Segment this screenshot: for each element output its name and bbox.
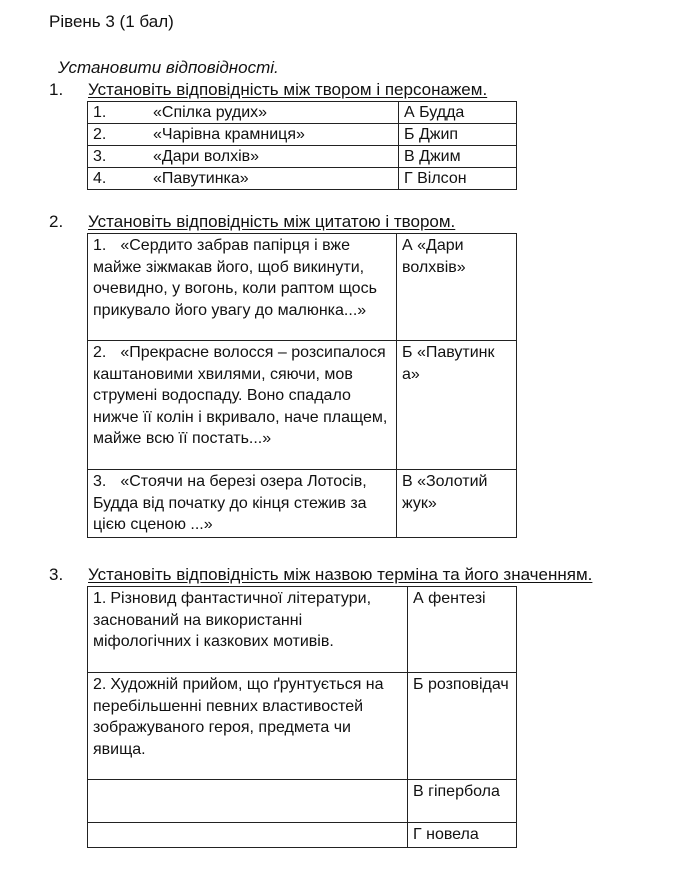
q1-left-cell [88,102,399,124]
item-text: «Павутинка» [153,170,249,187]
q2-right-cell: В «Золотий жук» [397,470,517,538]
q1-table [87,101,517,190]
q3-right-cell: А фентезі [408,587,517,673]
q3-right-cell: Б розповідач [408,673,517,780]
table-row [88,673,517,780]
table-row [88,234,517,341]
q2-right-cell: А «Дари волхвів» [397,234,517,341]
table-row [88,823,517,848]
q3-text: Установіть відповідність між назвою терміна та його значенням. [88,565,593,584]
q1-number: 1. [49,80,64,99]
table-row [88,341,517,470]
q3-right-cell: В гіпербола [408,780,517,823]
q3-left-cell [88,780,408,823]
item-number: 3. [93,473,107,490]
item-text: «Прекрасне волосся – розсипалося каштановими хвилями, сяючи, мов струмені водоспаду. Воно спадало нижче її колін і вкривало, наче плащем, майже всю її постать...» [93,344,388,447]
item-text: «Чарівна крамниця» [153,126,305,143]
item-number: 3. [93,148,107,165]
q1-left-cell [88,124,399,146]
level-title: Рівень 3 (1 бал) [49,12,174,31]
item-number: 1. [93,104,107,121]
item-text: «Сердито забрав папірця і вже майже зіжмакав його, щоб викинути, очевидно, у вогонь, коли раптом щось прикувало його увагу до малюнка...» [93,237,377,319]
item-number: 1. [93,237,107,254]
q3-left-cell [88,823,408,848]
item-number: 1. [93,590,107,607]
table-row [88,470,517,538]
item-number: 4. [93,170,107,187]
item-text: «Стоячи на березі озера Лотосів, Будда від початку до кінця стежив за цією сценою ...» [93,473,367,533]
q1-text: Установіть відповідність між твором і персонажем. [88,80,488,99]
table-row [88,102,517,124]
q3-right-cell: Г новела [408,823,517,848]
q2-text: Установіть відповідність між цитатою і твором. [88,212,456,231]
q3-table [87,586,517,848]
q2-left-cell [88,341,397,470]
q3-left-cell [88,587,408,673]
item-number: 2. [93,126,107,143]
item-text: Різновид фантастичної літератури, заснований на використанні міфологічних і казкових мотивів. [93,590,372,650]
q2-table [87,233,517,538]
q2-number: 2. [49,212,64,231]
item-text: «Дари волхів» [153,148,260,165]
table-row [88,587,517,673]
item-text: «Спілка рудих» [153,104,268,121]
q2-left-cell [88,234,397,341]
table-row [88,780,517,823]
q2-right-cell: Б «Павутинка» [397,341,517,470]
instruction: Установити відповідності. [58,58,279,77]
table-row [88,124,517,146]
q1-left-cell [88,168,399,190]
q1-right-cell: Г Вілсон [399,168,517,190]
q3-left-cell [88,673,408,780]
q1-left-cell [88,146,399,168]
q2-left-cell [88,470,397,538]
q3-number: 3. [49,565,64,584]
item-number: 2. [93,344,107,361]
table-row [88,146,517,168]
item-number: 2. [93,676,107,693]
q1-right-cell: А Будда [399,102,517,124]
q1-right-cell: В Джим [399,146,517,168]
q1-right-cell: Б Джип [399,124,517,146]
item-text: Художній прийом, що ґрунтується на перебільшенні певних властивостей зображуваного героя, предмета чи явища. [93,676,384,758]
table-row [88,168,517,190]
